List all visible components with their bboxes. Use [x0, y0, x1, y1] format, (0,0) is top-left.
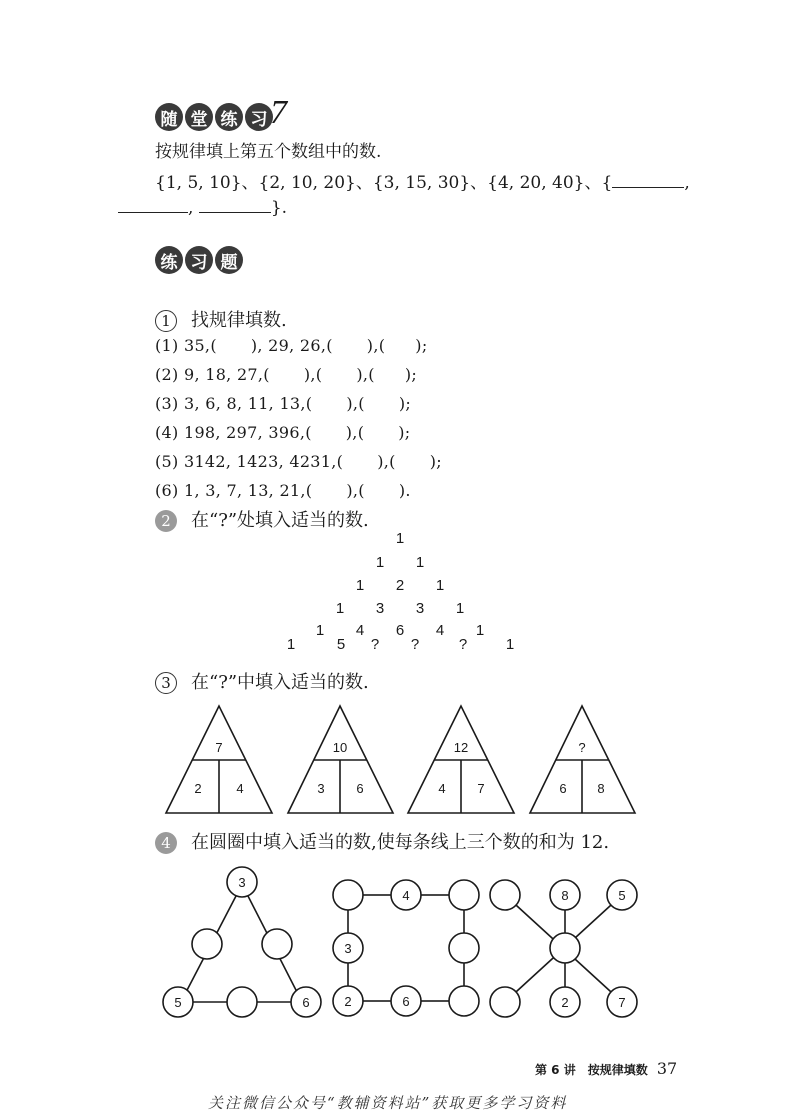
triangle-right-number: 7 — [477, 781, 485, 796]
practice-number: 7 — [270, 94, 287, 131]
circle-node-empty[interactable] — [449, 880, 479, 910]
seq-text: ),( — [356, 365, 375, 384]
practice-instruction: 按规律填上第五个数组中的数. — [155, 142, 382, 162]
pascal-number: 1 — [505, 636, 515, 653]
pascal-number: 1 — [475, 622, 485, 639]
seq-text: 1, 3, 7, 13, 21,( — [183, 481, 313, 500]
pascal-number: 4 — [355, 622, 365, 639]
item-label: (5) — [155, 452, 179, 471]
circle-node-empty[interactable] — [192, 929, 222, 959]
circle-node-empty[interactable] — [550, 933, 580, 963]
badge-char: 堂 — [185, 103, 213, 131]
pascal-unknown[interactable]: ? — [410, 636, 420, 653]
seq-text: ),( — [366, 336, 386, 355]
triangle-left-number: 6 — [559, 781, 567, 796]
badge-char: 题 — [215, 246, 243, 274]
triangle-right-number: 8 — [597, 781, 605, 796]
pascal-number: 1 — [455, 600, 465, 617]
pascal-number: 1 — [335, 600, 345, 617]
circle-number: 6 — [402, 994, 410, 1009]
triangle-left-number: 4 — [438, 781, 446, 796]
circle-number: 5 — [618, 888, 626, 903]
seq-text: 9, 18, 27,( — [183, 365, 270, 384]
q4-number: 4 — [155, 832, 177, 854]
triangle-figure-2 — [288, 706, 393, 813]
q3-title: 在“?”中填入适当的数. — [191, 672, 369, 693]
q2-number: 2 — [155, 510, 177, 532]
triangle-top-number: 10 — [332, 740, 348, 755]
badge-char: 习 — [185, 246, 213, 274]
pascal-number: 4 — [435, 622, 445, 639]
seq-text: ); — [398, 423, 411, 442]
seq-text: ); — [404, 365, 418, 384]
pascal-number: 1 — [375, 554, 385, 571]
seq-text: ),( — [377, 452, 396, 471]
item-label: (1) — [155, 336, 179, 355]
seq-text: 198, 297, 396,( — [183, 423, 312, 442]
pascal-number: 6 — [395, 622, 405, 639]
seq-text: ),( — [346, 481, 365, 500]
pascal-number: 1 — [415, 554, 425, 571]
comma: , — [188, 198, 194, 218]
circle-node-empty[interactable] — [227, 987, 257, 1017]
seq-text: ),( — [303, 365, 323, 384]
close-brace: }. — [270, 198, 288, 218]
badge-char: 随 — [155, 103, 183, 131]
circle-number: 3 — [238, 875, 246, 890]
pascal-number: 1 — [286, 636, 296, 653]
triangle-right-number: 4 — [236, 781, 244, 796]
circle-number: 7 — [618, 995, 626, 1010]
circle-number: 5 — [174, 995, 182, 1010]
triangle-top-number: 12 — [453, 740, 469, 755]
pascal-number: 5 — [336, 636, 346, 653]
item-label: (6) — [155, 481, 179, 500]
circle-square-figure — [348, 895, 464, 1001]
circle-number: 2 — [344, 994, 352, 1009]
triangle-figure-4 — [530, 706, 635, 813]
pascal-unknown[interactable]: ? — [458, 636, 468, 653]
seq-text: ),( — [345, 423, 365, 442]
seq-text: ). — [398, 481, 411, 500]
triangle-figure-1 — [166, 706, 272, 813]
circle-number: 8 — [561, 888, 569, 903]
circle-node-empty[interactable] — [262, 929, 292, 959]
seq-text: ), 29, 26,( — [250, 336, 333, 355]
pascal-number: 1 — [355, 577, 365, 594]
item-label: (3) — [155, 394, 179, 413]
circle-node-empty[interactable] — [449, 986, 479, 1016]
pascal-number: 3 — [375, 600, 385, 617]
item-label: (4) — [155, 423, 179, 442]
q1-title: 找规律填数. — [191, 310, 287, 331]
seq-text: ); — [415, 336, 428, 355]
pascal-unknown[interactable]: ? — [370, 636, 380, 653]
circle-node-empty[interactable] — [449, 933, 479, 963]
seq-text: 35,( — [183, 336, 217, 355]
practice-sets-text: {1, 5, 10}、{2, 10, 20}、{3, 15, 30}、{4, 20, 40}、{ — [155, 173, 613, 193]
pascal-number: 1 — [315, 622, 325, 639]
page-footer — [535, 1059, 677, 1078]
triangle-left-number: 2 — [194, 781, 202, 796]
circle-number: 3 — [344, 941, 352, 956]
badge-char: 习 — [245, 103, 273, 131]
badge-char: 练 — [155, 246, 183, 274]
triangle-figure-3 — [408, 706, 514, 813]
chapter-label: 第 6 讲 按规律填数 — [535, 1063, 648, 1077]
q2-title: 在“?”处填入适当的数. — [191, 510, 369, 531]
item-label: (2) — [155, 365, 179, 384]
triangle-top-number: 7 — [215, 740, 223, 755]
seq-text: ),( — [346, 394, 365, 413]
pascal-number: 1 — [435, 577, 445, 594]
pascal-number: 1 — [395, 530, 405, 547]
seq-text: ); — [398, 394, 412, 413]
circle-node-empty[interactable] — [490, 880, 520, 910]
triangle-left-number: 3 — [317, 781, 325, 796]
q4-title: 在圆圈中填入适当的数,使每条线上三个数的和为 12. — [191, 832, 610, 853]
circle-node-empty[interactable] — [490, 987, 520, 1017]
comma: , — [684, 173, 690, 193]
q1-number: 1 — [155, 310, 177, 332]
seq-text: 3142, 1423, 4231,( — [183, 452, 344, 471]
q4-title-row — [155, 828, 609, 854]
circle-number: 6 — [302, 995, 310, 1010]
pascal-number: 2 — [395, 577, 405, 594]
badge-char: 练 — [215, 103, 243, 131]
seq-text: ); — [429, 452, 442, 471]
circle-number: 2 — [561, 995, 569, 1010]
watermark-text: 关注微信公众号“教辅资料站”获取更多学习资料 — [208, 1094, 568, 1112]
triangle-right-number: 6 — [356, 781, 364, 796]
page-number: 37 — [656, 1059, 678, 1078]
q3-number: 3 — [155, 672, 177, 694]
circle-number: 4 — [402, 888, 410, 903]
triangle-top-unknown[interactable]: ? — [578, 740, 586, 755]
pascal-number: 3 — [415, 600, 425, 617]
circle-node-empty[interactable] — [333, 880, 363, 910]
seq-text: 3, 6, 8, 11, 13,( — [183, 394, 313, 413]
